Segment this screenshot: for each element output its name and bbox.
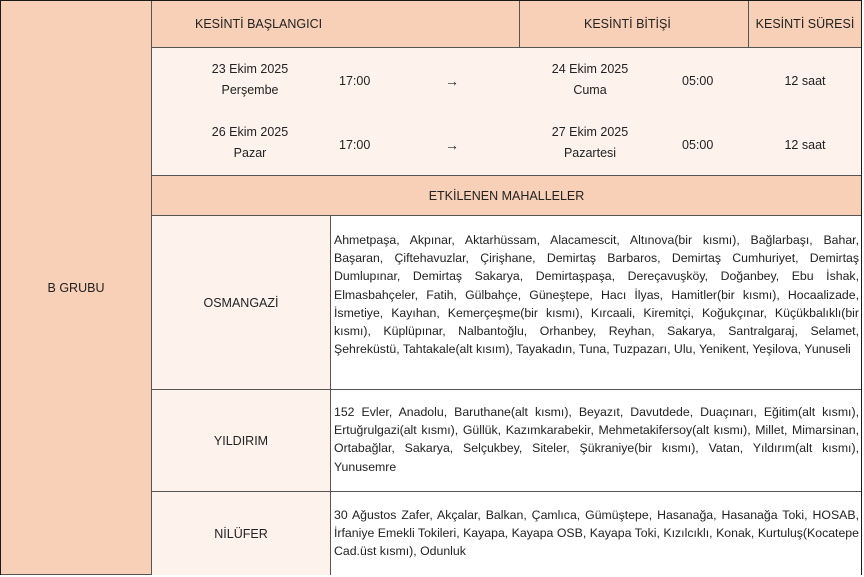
header-start: KESİNTİ BAŞLANGICI — [195, 17, 323, 31]
outage-1-start-day: Perşembe — [221, 83, 279, 97]
affected-title-cell — [152, 176, 861, 216]
outage-2-end-day: Pazartesi — [563, 146, 617, 160]
outage-1-start-time: 17:00 — [339, 74, 371, 88]
district-osmangazi-neighborhoods: Ahmetpaşa, Akpınar, Aktarhüssam, Alacamescit, Altınova(bir kısmı), Bağlarbaşı, Bahar, Başaran, Çiftehavuzlar, Çirişhane, Demirtaş Barbaros, Demirtaş Cumhuriyet, Demirtaş Dumlupınar, Demirtaş Sakarya, Demirtaşpaşa, Dereçavuşköy, Doğanbey, Ebu İshak, Elmasbahçeler, Fatih, Gülbahçe, Güneştepe, Hacı İlyas, Hamitler(bir kısmı), Hocaalizade, İsmetiye, Kayıhan, Kemerçeşme(bir kısmı), Kırcaali, Kiremitçi, Koğukçınar, Küçükbalıklı(bir kısmı), Küplüpınar, Nalbantoğlu, Orhanbey, Reyhan, Sakarya, Santralgaraj, Selamet, Şehreküstü, Tahtakale(alt kısım), Tayakadın, Tuna, Tuzpazarı, Ulu, Yenikent, Yeşilova, Yunuseli — [331, 216, 861, 390]
district-osmangazi-name: OSMANGAZİ — [203, 295, 279, 310]
group-label: B GRUBU — [47, 280, 105, 295]
outage-1-arrow: → — [445, 73, 459, 89]
outage-2-start-time: 17:00 — [339, 138, 371, 152]
outage-1-start-date-block — [190, 59, 310, 101]
outage-1-end-time: 05:00 — [682, 74, 714, 88]
outage-1-start-date: 23 Ekim 2025 — [211, 62, 289, 76]
outage-2-duration: 12 saat — [784, 138, 826, 152]
header-start-cell — [152, 1, 520, 48]
header-duration-cell — [749, 1, 861, 48]
affected-title: ETKİLENEN MAHALLELER — [428, 188, 585, 203]
outage-2-arrow: → — [445, 137, 459, 153]
outage-2-start-day: Pazar — [233, 146, 267, 160]
outage-2-end-time: 05:00 — [682, 138, 714, 152]
outage-2-end-date: 27 Ekim 2025 — [551, 125, 629, 139]
header-duration: KESİNTİ SÜRESİ — [755, 17, 855, 31]
outage-1-end-date-block — [530, 59, 650, 101]
outage-2-end-date-block — [530, 122, 650, 164]
district-nilufer-name: NİLÜFER — [214, 526, 268, 541]
outage-2-start-date-block — [190, 122, 310, 164]
outage-1-end-day: Cuma — [573, 83, 607, 97]
district-yildirim-name: YILDIRIM — [213, 433, 269, 448]
group-label-cell — [1, 1, 152, 575]
district-yildirim-neighborhoods: 152 Evler, Anadolu, Baruthane(alt kısmı), Beyazıt, Davutdede, Duaçınarı, Eğitim(alt kısmı), Ertuğrulgazi(alt kısmı), Güllük, Kazımkarabekir, Mehmetakifersoy(alt kısmı), Millet, Mimarsinan, Ortabağlar, Sakarya, Selçukbey, Siteler, Şükraniye(bir kısmı), Vatan, Yıldırım(alt kısmı), Yunusemre — [331, 390, 861, 492]
outage-1-duration: 12 saat — [784, 74, 826, 88]
outage-1-end-date: 24 Ekim 2025 — [551, 62, 629, 76]
district-nilufer-name-cell — [152, 492, 331, 575]
outage-2-start-date: 26 Ekim 2025 — [211, 125, 289, 139]
district-yildirim-name-cell — [152, 390, 331, 492]
header-end-cell — [520, 1, 749, 48]
outage-rows — [152, 48, 861, 176]
district-nilufer-neighborhoods: 30 Ağustos Zafer, Akçalar, Balkan, Çamlıca, Gümüştepe, Hasanağa, Hasanağa Toki, HOSAB, İrfaniye Emekli Tokileri, Kayapa, Kayapa OSB, Kayapa Toki, Kızılcıklı, Konak, Kurtuluş(Kocatepe Cad.üst kısmı), Odunluk — [331, 492, 861, 575]
district-osmangazi-name-cell — [152, 216, 331, 390]
header-end: KESİNTİ BİTİŞİ — [584, 17, 671, 31]
